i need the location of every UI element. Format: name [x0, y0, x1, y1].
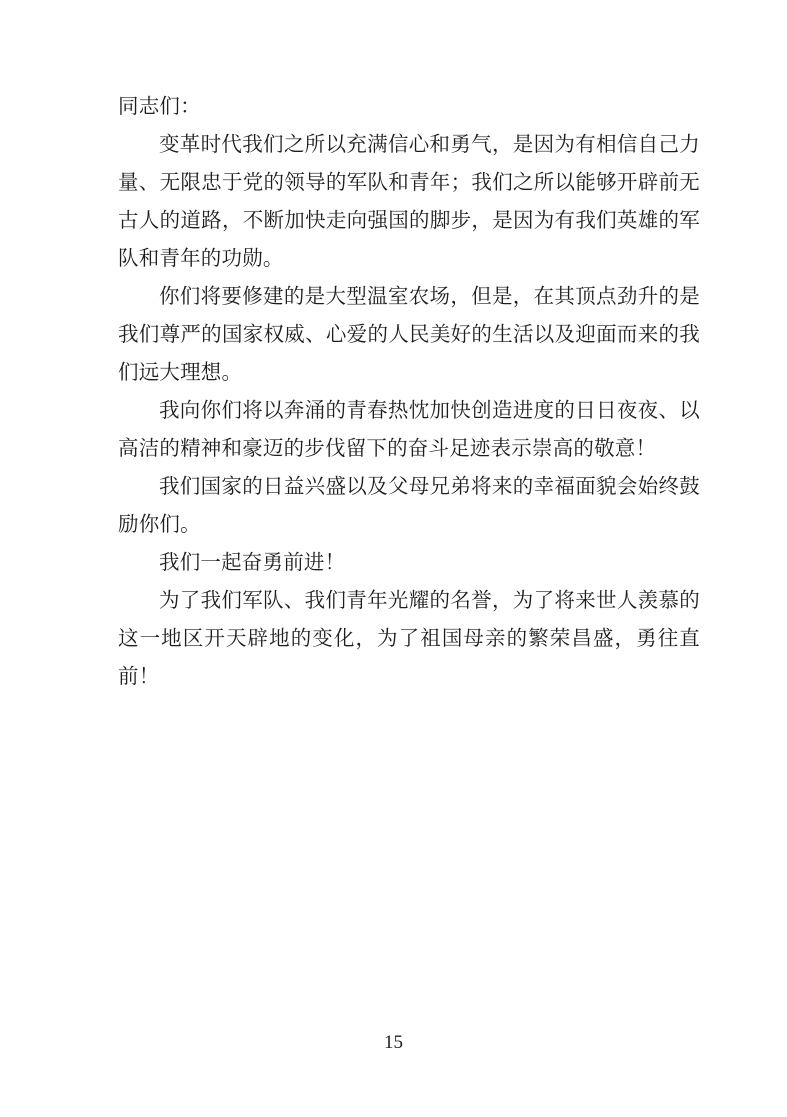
document-body: [118, 88, 700, 696]
page-number: 15: [384, 1032, 403, 1053]
paragraph-body-1: 变革时代我们之所以充满信心和勇气，是因为有相信自己力量、无限忠于党的领导的军队和青年；我们之所以能够开辟前无古人的道路，不断加快走向强国的脚步，是因为有我们英雄的军队和青年的功勋。: [118, 134, 700, 270]
paragraph-body-5: 我们一起奋勇前进！: [159, 552, 346, 574]
paragraph-body-3: 我向你们将以奔涌的青春热忱加快创造进度的日日夜夜、以高洁的精神和豪迈的步伐留下的奋斗足迹表示崇高的敬意！: [118, 400, 700, 460]
paragraph-body-6: 为了我们军队、我们青年光耀的名誉，为了将来世人羡慕的这一地区开天辟地的变化，为了祖国母亲的繁荣昌盛，勇往直前！: [118, 590, 700, 688]
paragraph-salutation: 同志们：: [118, 96, 201, 118]
paragraph-body-4: 我们国家的日益兴盛以及父母兄弟将来的幸福面貌会始终鼓励你们。: [118, 476, 700, 536]
paragraph-body-2: 你们将要修建的是大型温室农场，但是，在其顶点劲升的是我们尊严的国家权威、心爱的人民美好的生活以及迎面而来的我们远大理想。: [118, 286, 700, 384]
